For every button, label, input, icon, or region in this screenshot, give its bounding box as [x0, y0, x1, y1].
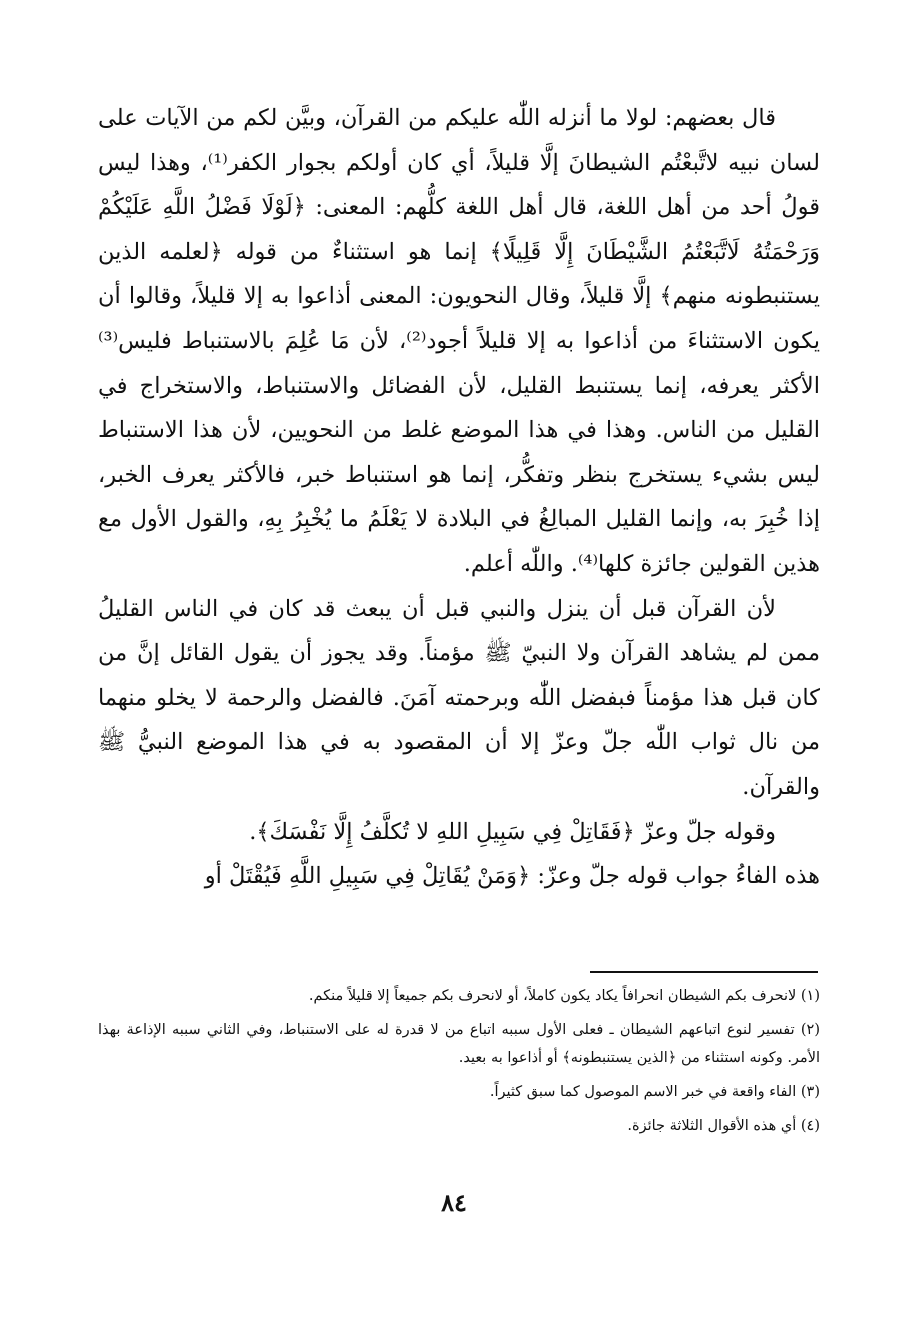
paragraph-4: هذه الفاءُ جواب قوله جلّ وعزّ: ﴿وَمَنْ يُقَاتِلْ فِي سَبِيلِ اللَّهِ فَيُقْتَلْ أو: [204, 863, 820, 890]
footnote-1: (١) لانحرف بكم الشيطان انحرافاً يكاد يكون كاملاً، أو لانحرف بكم جميعاً إلا قليلاً منكم.: [308, 988, 820, 1004]
footnote-3: (٣) الفاء واقعة في خبر الاسم الموصول كما سبق كثيراً.: [489, 1084, 820, 1100]
footnote-separator: [590, 971, 818, 973]
paragraph-3: وقوله جلّ وعزّ ﴿فَقَاتِلْ فِي سَبِيلِ اللهِ لا تُكلَّفُ إِلَّا نَفْسَكَ﴾.: [249, 818, 776, 845]
paragraph-1: قال بعضهم: لولا ما أنزله اللّٰه عليكم من القرآن، وبيَّن لكم من الآيات على لسان نبيه لاتَّبعْتُم الشيطانَ إلَّا قليلاً، أي كان أولكم بجوار الكفر⁽¹⁾، وهذا ليس قولُ أحد من أهل اللغة، قال أهل اللغة كلُّهم: المعنى: ﴿لَوْلَا فَضْلُ اللَّهِ عَلَيْكُمْ وَرَحْمَتُهُ لَاتَّبَعْتُمُ الشَّيْطَانَ إِلَّا قَلِيلًا﴾ إنما هو استثناءٌ من قوله ﴿لعلمه الذين يستنبطونه منهم﴾ إلَّا قليلاً، وقال النحويون: المعنى أذاعوا به إلا قليلاً، وقالوا أن يكون الاستثناءَ من أذاعوا به إلا قليلاً أجود⁽²⁾، لأن مَا عُلِمَ بالاستنباط فليس⁽³⁾ الأكثر يعرفه، إنما يستنبط القليل، لأن الفضائل والاستنباط، والاستخراج في القليل من الناس. وهذا في هذا الموضع غلط من النحويين، لأن هذا الاستنباط ليس بشيء يستخرج بنظر وتفكُّر، إنما هو استنباط خبر، فالأكثر يعرف الخبر، إذا خُبِرَ به، وإنما القليل المبالِغُ في البلادة لا يَعْلَمُ ما يُخْبِرُ بِهِ، والقول الأول مع هذين القولين جائزة كلها⁽⁴⁾. واللّٰه أعلم.: [98, 105, 821, 577]
footnotes: [98, 982, 820, 1140]
footnote-2: (٢) تفسير لنوع اتباعهم الشيطان ـ فعلى الأول سببه اتباع من لا قدرة له على الاستنباط، وفي الثاني سببه الإذاعة بهذا الأمر. وكونه استثناء من ﴿الذين يستنبطونه﴾ أو أذاعوا به بعيد.: [98, 1022, 820, 1066]
paragraph-2: لأن القرآن قبل أن ينزل والنبي قبل أن يبعث قد كان في الناس القليلُ ممن لم يشاهد القرآن ولا النبيّ ﷺ مؤمناً. وقد يجوز أن يقول القائل إنَّ من كان قبل هذا مؤمناً فبفضل اللّٰه وبرحمته آمَنَ. فالفضل والرحمة لا يخلو منهما من نال ثواب اللّٰه جلّ وعزّ إلا أن المقصود به في هذا الموضع النبيُّ ﷺ والقرآن.: [98, 595, 820, 800]
page-number: ٨٤: [441, 1188, 467, 1217]
main-text: [98, 96, 820, 899]
footnote-4: (٤) أي هذه الأقوال الثلاثة جائزة.: [627, 1118, 820, 1134]
